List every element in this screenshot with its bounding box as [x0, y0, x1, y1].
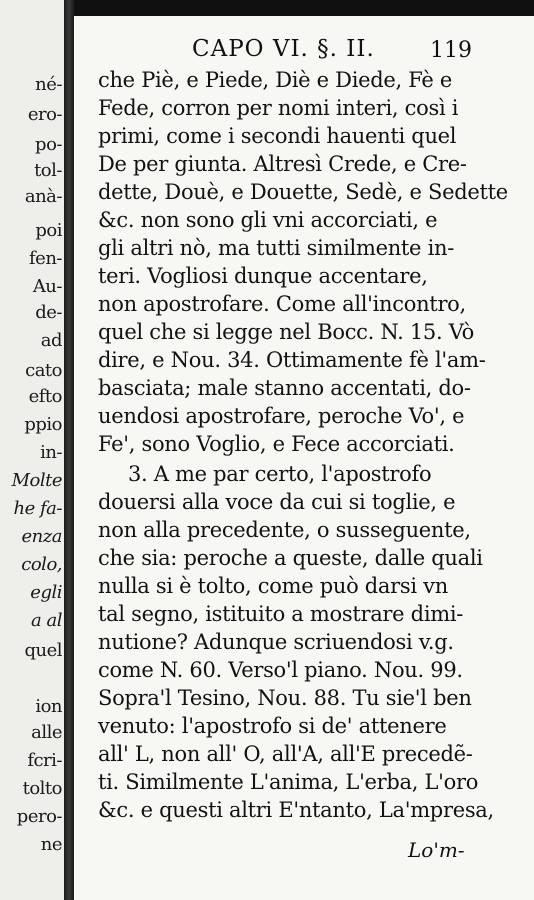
left-line: pero-: [16, 806, 62, 827]
text-line: come N. 60. Verso'l piano. Nou. 99.: [98, 658, 463, 682]
text-line: &c. non sono gli vni accorciati, e: [98, 208, 438, 232]
text-line: 3. A me par certo, l'apostrofo: [128, 462, 432, 486]
text-line: De per giunta. Altresì Crede, e Cre-: [98, 152, 467, 176]
text-line: ti. Similmente L'anima, L'erba, L'oro: [98, 770, 479, 794]
text-line: dette, Douè, e Douette, Sedè, e Sedette: [98, 180, 508, 204]
left-line: ion: [35, 696, 62, 717]
running-head: CAPO VI. §. II.: [192, 36, 375, 62]
right-page: [74, 16, 534, 900]
left-page-fragment: [0, 0, 64, 900]
left-line: tolto: [22, 778, 62, 799]
left-line: alle: [31, 722, 62, 743]
text-line: basciata; male stanno accentati, do-: [98, 376, 471, 400]
text-line: gli altri nò, ma tutti similmente in-: [98, 236, 455, 260]
text-line: teri. Vogliosi dunque accentare,: [98, 264, 428, 288]
book-gutter: [64, 0, 74, 900]
left-line: quel: [24, 640, 62, 661]
text-line: tal segno, istituito a mostrare dimi-: [98, 602, 464, 626]
text-line: primi, come i secondi hauenti quel: [98, 124, 457, 148]
left-line: né-: [35, 74, 62, 95]
text-line: Fede, corron per nomi interi, così i: [98, 96, 459, 120]
text-line: all' L, non all' O, all'A, all'E precedẽ-: [98, 742, 473, 766]
text-line: non apostrofare. Come all'incontro,: [98, 292, 466, 316]
left-line: enza: [21, 526, 62, 547]
text-line: che sia: peroche a queste, dalle quali: [98, 546, 483, 570]
text-line: nutione? Adunque scriuendosi v.g.: [98, 630, 454, 654]
text-line: quel che si legge nel Bocc. N. 15. Vò: [98, 320, 475, 344]
left-line: in-: [40, 442, 62, 463]
text-line: Fe', sono Voglio, e Fece accorciati.: [98, 432, 455, 456]
left-line: fcri-: [27, 750, 62, 771]
text-line: nulla si è tolto, come può darsi vn: [98, 574, 448, 598]
left-line: tol-: [34, 160, 62, 181]
left-line: Molte: [11, 470, 62, 491]
left-line: efto: [28, 386, 62, 407]
text-line: uendosi apostrofare, peroche Vo', e: [98, 404, 465, 428]
page-number: 119: [430, 38, 472, 63]
left-line: fen-: [29, 248, 62, 269]
left-line: ne: [40, 834, 62, 855]
left-line: egli: [30, 582, 62, 603]
left-line: Au-: [32, 276, 62, 297]
text-line: douersi alla voce da cui si toglie, e: [98, 490, 456, 514]
left-line: po-: [35, 134, 62, 155]
left-line: poi: [35, 220, 62, 241]
left-line: he fa-: [13, 498, 62, 519]
left-line: anà-: [24, 186, 62, 207]
left-line: ero-: [27, 104, 62, 125]
text-line: che Piè, e Piede, Diè e Diede, Fè e: [98, 68, 453, 92]
text-line: &c. e questi altri E'ntanto, La'mpresa,: [98, 798, 494, 822]
left-line: ppio: [24, 414, 62, 435]
left-line: cato: [25, 360, 62, 381]
text-line: dire, e Nou. 34. Ottimamente fè l'am-: [98, 348, 486, 372]
left-line: ad: [40, 330, 62, 351]
text-line: venuto: l'apostrofo si de' attenere: [98, 714, 447, 738]
left-line: de-: [35, 302, 62, 323]
left-line: colo,: [21, 554, 62, 575]
text-line: non alla precedente, o susseguente,: [98, 518, 471, 542]
catchword: Lo'm-: [408, 838, 465, 862]
text-line: Sopra'l Tesino, Nou. 88. Tu sie'l ben: [98, 686, 472, 710]
left-line: a al: [31, 610, 62, 631]
